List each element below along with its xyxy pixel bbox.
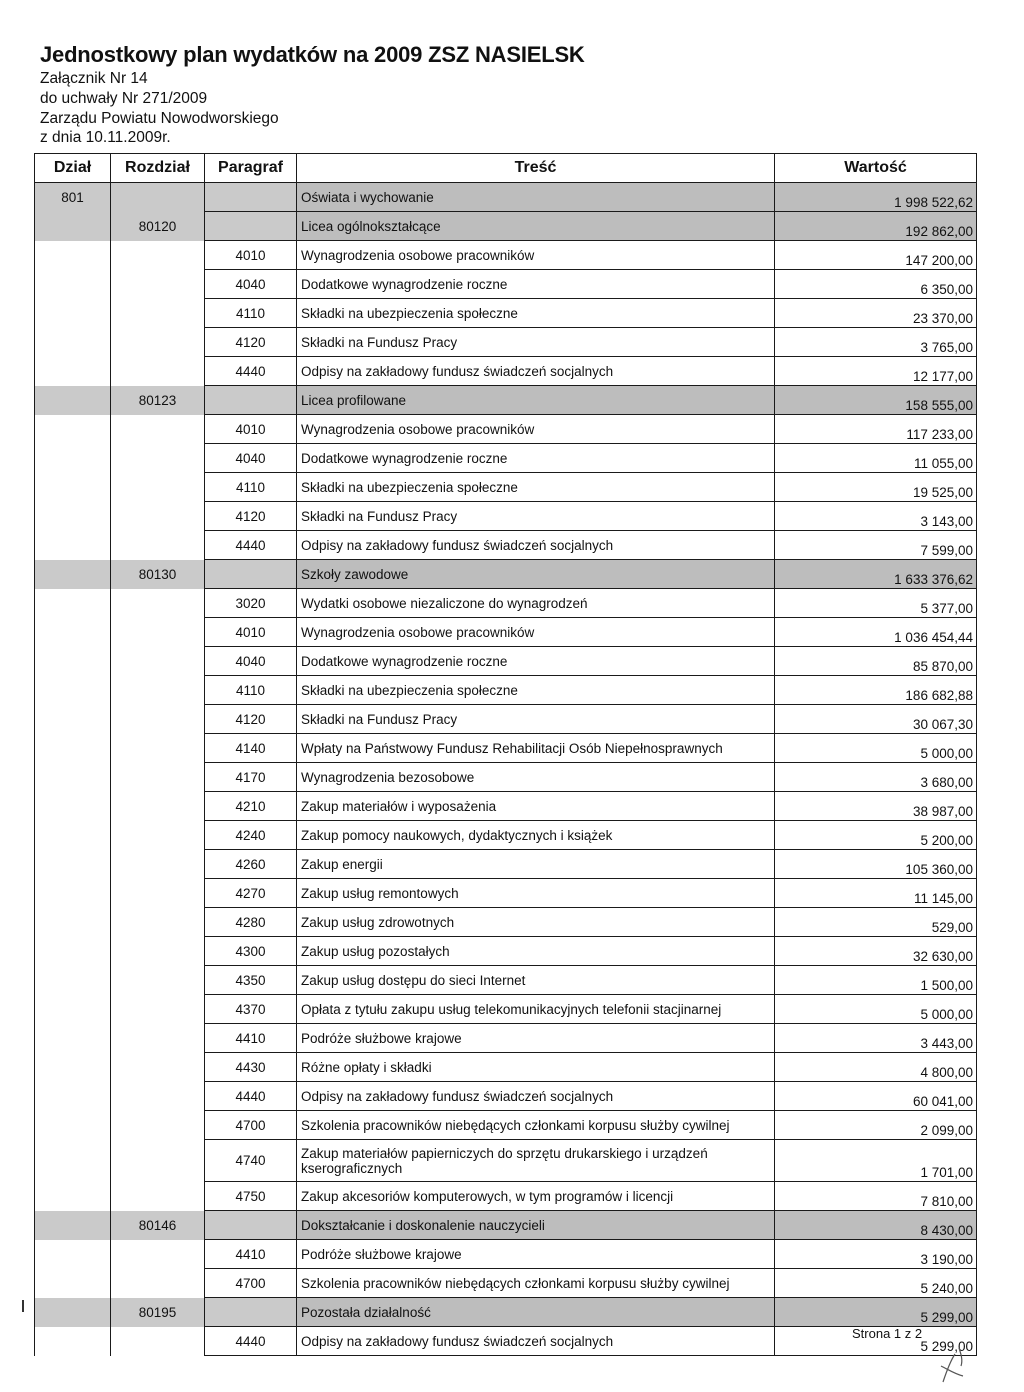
table-row bbox=[35, 937, 977, 966]
cell-tresc: Wynagrodzenia bezosobowe bbox=[297, 763, 775, 792]
cell-paragraf: 4010 bbox=[205, 241, 297, 270]
cell-wartosc: 7 810,00 bbox=[775, 1182, 977, 1211]
table-row bbox=[35, 676, 977, 705]
table-row bbox=[35, 792, 977, 821]
cell-dzial bbox=[35, 357, 111, 386]
cell-paragraf: 4040 bbox=[205, 444, 297, 473]
cell-tresc: Wynagrodzenia osobowe pracowników bbox=[297, 415, 775, 444]
cell-wartosc: 5 377,00 bbox=[775, 589, 977, 618]
cell-rozdzial: 80123 bbox=[111, 386, 205, 415]
page-number: Strona 1 z 2 bbox=[852, 1326, 923, 1341]
section-row bbox=[35, 212, 977, 241]
cell-dzial: 801 bbox=[35, 183, 111, 212]
cell-dzial bbox=[35, 763, 111, 792]
cell-dzial bbox=[35, 734, 111, 763]
cell-paragraf: 4040 bbox=[205, 270, 297, 299]
table-row bbox=[35, 1269, 977, 1298]
cell-rozdzial bbox=[111, 531, 205, 560]
cell-paragraf bbox=[205, 183, 297, 212]
section-row bbox=[35, 1211, 977, 1240]
cell-tresc: Zakup usług zdrowotnych bbox=[297, 908, 775, 937]
cell-paragraf: 4140 bbox=[205, 734, 297, 763]
cell-tresc: Składki na Fundusz Pracy bbox=[297, 502, 775, 531]
cell-rozdzial bbox=[111, 995, 205, 1024]
cell-wartosc: 11 055,00 bbox=[775, 444, 977, 473]
table-row bbox=[35, 1327, 977, 1356]
column-header-dzial: Dział bbox=[35, 154, 111, 183]
cell-paragraf bbox=[205, 1211, 297, 1240]
cell-paragraf: 4740 bbox=[205, 1140, 297, 1182]
board-name: Zarządu Powiatu Nowodworskiego bbox=[40, 110, 279, 127]
cell-rozdzial: 80120 bbox=[111, 212, 205, 241]
cell-paragraf: 4700 bbox=[205, 1269, 297, 1298]
cell-tresc: Dokształcanie i doskonalenie nauczycieli bbox=[297, 1211, 775, 1240]
column-header-paragraf: Paragraf bbox=[205, 154, 297, 183]
cell-wartosc: 5 200,00 bbox=[775, 821, 977, 850]
cell-dzial bbox=[35, 1024, 111, 1053]
cell-paragraf: 4440 bbox=[205, 357, 297, 386]
cell-rozdzial: 80146 bbox=[111, 1211, 205, 1240]
cell-rozdzial bbox=[111, 1269, 205, 1298]
cell-dzial bbox=[35, 386, 111, 415]
table-row bbox=[35, 1053, 977, 1082]
cell-rozdzial bbox=[111, 270, 205, 299]
cell-tresc: Składki na ubezpieczenia społeczne bbox=[297, 676, 775, 705]
cell-rozdzial bbox=[111, 1140, 205, 1182]
cell-paragraf: 4120 bbox=[205, 328, 297, 357]
cell-wartosc: 38 987,00 bbox=[775, 792, 977, 821]
cell-wartosc: 23 370,00 bbox=[775, 299, 977, 328]
cell-wartosc: 1 633 376,62 bbox=[775, 560, 977, 589]
cell-wartosc: 192 862,00 bbox=[775, 212, 977, 241]
cell-paragraf: 4120 bbox=[205, 705, 297, 734]
cell-dzial bbox=[35, 995, 111, 1024]
cell-paragraf: 4300 bbox=[205, 937, 297, 966]
cell-rozdzial bbox=[111, 357, 205, 386]
cell-paragraf: 4170 bbox=[205, 763, 297, 792]
cell-rozdzial bbox=[111, 299, 205, 328]
cell-paragraf: 4240 bbox=[205, 821, 297, 850]
cell-wartosc: 12 177,00 bbox=[775, 357, 977, 386]
cell-rozdzial bbox=[111, 502, 205, 531]
cell-dzial bbox=[35, 821, 111, 850]
cell-rozdzial bbox=[111, 1327, 205, 1356]
section-row bbox=[35, 1298, 977, 1327]
cell-dzial bbox=[35, 415, 111, 444]
cell-rozdzial bbox=[111, 908, 205, 937]
cell-rozdzial bbox=[111, 850, 205, 879]
cell-wartosc: 3 190,00 bbox=[775, 1240, 977, 1269]
section-row bbox=[35, 183, 977, 212]
cell-dzial bbox=[35, 1211, 111, 1240]
cell-paragraf: 4280 bbox=[205, 908, 297, 937]
cell-paragraf: 4040 bbox=[205, 647, 297, 676]
cell-rozdzial bbox=[111, 734, 205, 763]
cell-rozdzial bbox=[111, 821, 205, 850]
table-row bbox=[35, 473, 977, 502]
cell-paragraf bbox=[205, 560, 297, 589]
table-body bbox=[35, 183, 977, 1356]
table-row bbox=[35, 1082, 977, 1111]
cell-tresc: Szkoły zawodowe bbox=[297, 560, 775, 589]
cell-wartosc: 6 350,00 bbox=[775, 270, 977, 299]
cell-tresc: Dodatkowe wynagrodzenie roczne bbox=[297, 270, 775, 299]
cell-tresc: Zakup usług remontowych bbox=[297, 879, 775, 908]
cell-wartosc: 60 041,00 bbox=[775, 1082, 977, 1111]
cell-dzial bbox=[35, 589, 111, 618]
cell-wartosc: 11 145,00 bbox=[775, 879, 977, 908]
cell-tresc: Zakup usług dostępu do sieci Internet bbox=[297, 966, 775, 995]
table-row bbox=[35, 821, 977, 850]
cell-wartosc: 1 998 522,62 bbox=[775, 183, 977, 212]
cell-dzial bbox=[35, 908, 111, 937]
cell-wartosc: 1 036 454,44 bbox=[775, 618, 977, 647]
document-date: z dnia 10.11.2009r. bbox=[40, 129, 171, 146]
cell-wartosc: 158 555,00 bbox=[775, 386, 977, 415]
cell-wartosc: 1 500,00 bbox=[775, 966, 977, 995]
cell-rozdzial bbox=[111, 705, 205, 734]
cell-tresc: Zakup materiałów papierniczych do sprzętu drukarskiego i urządzeń kserograficznych bbox=[297, 1140, 775, 1182]
cell-rozdzial bbox=[111, 1111, 205, 1140]
cell-dzial bbox=[35, 1082, 111, 1111]
cell-dzial bbox=[35, 241, 111, 270]
table-row bbox=[35, 1240, 977, 1269]
cell-rozdzial: 80195 bbox=[111, 1298, 205, 1327]
table-row bbox=[35, 415, 977, 444]
cell-rozdzial bbox=[111, 183, 205, 212]
cell-wartosc: 3 143,00 bbox=[775, 502, 977, 531]
table-header-row bbox=[35, 154, 977, 183]
cell-tresc: Składki na Fundusz Pracy bbox=[297, 328, 775, 357]
table-row bbox=[35, 531, 977, 560]
cell-wartosc: 4 800,00 bbox=[775, 1053, 977, 1082]
cell-wartosc: 105 360,00 bbox=[775, 850, 977, 879]
cell-paragraf bbox=[205, 1298, 297, 1327]
cell-wartosc: 3 680,00 bbox=[775, 763, 977, 792]
cell-paragraf: 4370 bbox=[205, 995, 297, 1024]
cell-tresc: Szkolenia pracowników niebędących członkami korpusu służby cywilnej bbox=[297, 1269, 775, 1298]
cell-dzial bbox=[35, 212, 111, 241]
cell-rozdzial bbox=[111, 1024, 205, 1053]
table-row bbox=[35, 328, 977, 357]
cell-rozdzial bbox=[111, 879, 205, 908]
cell-tresc: Licea ogólnokształcące bbox=[297, 212, 775, 241]
cell-tresc: Opłata z tytułu zakupu usług telekomunikacyjnych telefonii stacjinarnej bbox=[297, 995, 775, 1024]
cell-paragraf: 4750 bbox=[205, 1182, 297, 1211]
cell-dzial bbox=[35, 618, 111, 647]
cell-dzial bbox=[35, 1053, 111, 1082]
cell-paragraf: 4210 bbox=[205, 792, 297, 821]
cell-wartosc: 30 067,30 bbox=[775, 705, 977, 734]
cell-dzial bbox=[35, 560, 111, 589]
cell-wartosc: 32 630,00 bbox=[775, 937, 977, 966]
cell-paragraf: 4700 bbox=[205, 1111, 297, 1140]
cell-tresc: Pozostała działalność bbox=[297, 1298, 775, 1327]
table-row bbox=[35, 618, 977, 647]
cell-tresc: Podróże służbowe krajowe bbox=[297, 1024, 775, 1053]
cell-rozdzial bbox=[111, 444, 205, 473]
column-header-tresc: Treść bbox=[297, 154, 775, 183]
table-row bbox=[35, 1182, 977, 1211]
table-row bbox=[35, 966, 977, 995]
section-row bbox=[35, 386, 977, 415]
resolution-number: do uchwały Nr 271/2009 bbox=[40, 90, 208, 107]
cell-rozdzial bbox=[111, 647, 205, 676]
cell-tresc: Zakup energii bbox=[297, 850, 775, 879]
cell-dzial bbox=[35, 966, 111, 995]
cell-paragraf bbox=[205, 386, 297, 415]
cell-dzial bbox=[35, 444, 111, 473]
cell-rozdzial bbox=[111, 1082, 205, 1111]
cell-dzial bbox=[35, 328, 111, 357]
table-row bbox=[35, 444, 977, 473]
cell-dzial bbox=[35, 850, 111, 879]
cell-wartosc: 5 000,00 bbox=[775, 995, 977, 1024]
cell-rozdzial bbox=[111, 937, 205, 966]
cell-wartosc: 7 599,00 bbox=[775, 531, 977, 560]
cell-paragraf: 4010 bbox=[205, 618, 297, 647]
cell-dzial bbox=[35, 879, 111, 908]
cell-rozdzial bbox=[111, 589, 205, 618]
cell-tresc: Wpłaty na Państwowy Fundusz Rehabilitacji Osób Niepełnosprawnych bbox=[297, 734, 775, 763]
cell-rozdzial bbox=[111, 241, 205, 270]
section-row bbox=[35, 560, 977, 589]
cell-tresc: Dodatkowe wynagrodzenie roczne bbox=[297, 444, 775, 473]
cell-wartosc: 19 525,00 bbox=[775, 473, 977, 502]
table-row bbox=[35, 647, 977, 676]
cell-tresc: Oświata i wychowanie bbox=[297, 183, 775, 212]
column-header-wartosc: Wartość bbox=[775, 154, 977, 183]
cell-paragraf: 4270 bbox=[205, 879, 297, 908]
cell-dzial bbox=[35, 705, 111, 734]
cell-wartosc: 85 870,00 bbox=[775, 647, 977, 676]
cell-wartosc: 2 099,00 bbox=[775, 1111, 977, 1140]
table-row bbox=[35, 995, 977, 1024]
table-row bbox=[35, 763, 977, 792]
cell-rozdzial bbox=[111, 792, 205, 821]
table-row bbox=[35, 1024, 977, 1053]
cell-rozdzial bbox=[111, 1240, 205, 1269]
cell-tresc: Odpisy na zakładowy fundusz świadczeń socjalnych bbox=[297, 1327, 775, 1356]
cell-tresc: Wydatki osobowe niezaliczone do wynagrodzeń bbox=[297, 589, 775, 618]
cell-tresc: Wynagrodzenia osobowe pracowników bbox=[297, 241, 775, 270]
cell-paragraf: 4110 bbox=[205, 676, 297, 705]
cell-paragraf: 4410 bbox=[205, 1240, 297, 1269]
table-row bbox=[35, 502, 977, 531]
cell-paragraf: 4010 bbox=[205, 415, 297, 444]
cell-wartosc: 186 682,88 bbox=[775, 676, 977, 705]
cell-dzial bbox=[35, 676, 111, 705]
cell-wartosc: 3 765,00 bbox=[775, 328, 977, 357]
cell-wartosc: 529,00 bbox=[775, 908, 977, 937]
table-row bbox=[35, 241, 977, 270]
cell-paragraf: 4440 bbox=[205, 1327, 297, 1356]
table-row bbox=[35, 879, 977, 908]
cell-dzial bbox=[35, 473, 111, 502]
cell-tresc: Dodatkowe wynagrodzenie roczne bbox=[297, 647, 775, 676]
cell-paragraf: 4110 bbox=[205, 299, 297, 328]
cell-rozdzial bbox=[111, 618, 205, 647]
cell-dzial bbox=[35, 270, 111, 299]
cell-tresc: Zakup usług pozostałych bbox=[297, 937, 775, 966]
cell-dzial bbox=[35, 1298, 111, 1327]
cell-tresc: Zakup akcesoriów komputerowych, w tym programów i licencji bbox=[297, 1182, 775, 1211]
cell-tresc: Podróże służbowe krajowe bbox=[297, 1240, 775, 1269]
cell-dzial bbox=[35, 647, 111, 676]
cell-tresc: Zakup pomocy naukowych, dydaktycznych i książek bbox=[297, 821, 775, 850]
cell-wartosc: 5 299,00 bbox=[775, 1298, 977, 1327]
cell-dzial bbox=[35, 792, 111, 821]
margin-rule bbox=[22, 1300, 24, 1312]
cell-dzial bbox=[35, 502, 111, 531]
cell-dzial bbox=[35, 1140, 111, 1182]
cell-rozdzial bbox=[111, 966, 205, 995]
cell-wartosc: 5 000,00 bbox=[775, 734, 977, 763]
cell-dzial bbox=[35, 1269, 111, 1298]
cell-tresc: Składki na ubezpieczenia społeczne bbox=[297, 299, 775, 328]
cell-rozdzial bbox=[111, 415, 205, 444]
cell-wartosc: 3 443,00 bbox=[775, 1024, 977, 1053]
cell-tresc: Odpisy na zakładowy fundusz świadczeń socjalnych bbox=[297, 1082, 775, 1111]
cell-wartosc: 117 233,00 bbox=[775, 415, 977, 444]
cell-dzial bbox=[35, 1240, 111, 1269]
handwritten-mark bbox=[925, 1340, 995, 1390]
cell-dzial bbox=[35, 1111, 111, 1140]
cell-paragraf bbox=[205, 212, 297, 241]
attachment-number: Załącznik Nr 14 bbox=[40, 70, 148, 87]
cell-paragraf: 4350 bbox=[205, 966, 297, 995]
table-row bbox=[35, 850, 977, 879]
cell-paragraf: 4120 bbox=[205, 502, 297, 531]
cell-rozdzial bbox=[111, 1053, 205, 1082]
cell-tresc: Licea profilowane bbox=[297, 386, 775, 415]
column-header-rozdzial: Rozdział bbox=[111, 154, 205, 183]
cell-tresc: Zakup materiałów i wyposażenia bbox=[297, 792, 775, 821]
cell-tresc: Odpisy na zakładowy fundusz świadczeń socjalnych bbox=[297, 531, 775, 560]
cell-dzial bbox=[35, 1182, 111, 1211]
cell-dzial bbox=[35, 937, 111, 966]
cell-tresc: Odpisy na zakładowy fundusz świadczeń socjalnych bbox=[297, 357, 775, 386]
table-row bbox=[35, 589, 977, 618]
table-row bbox=[35, 908, 977, 937]
cell-paragraf: 4410 bbox=[205, 1024, 297, 1053]
table-row bbox=[35, 357, 977, 386]
page-title: Jednostkowy plan wydatków na 2009 ZSZ NASIELSK bbox=[40, 42, 585, 67]
table-row bbox=[35, 705, 977, 734]
cell-dzial bbox=[35, 531, 111, 560]
cell-paragraf: 3020 bbox=[205, 589, 297, 618]
cell-tresc: Składki na ubezpieczenia społeczne bbox=[297, 473, 775, 502]
cell-rozdzial bbox=[111, 473, 205, 502]
table-row bbox=[35, 299, 977, 328]
cell-paragraf: 4260 bbox=[205, 850, 297, 879]
cell-wartosc: 1 701,00 bbox=[775, 1140, 977, 1182]
table-row bbox=[35, 270, 977, 299]
cell-tresc: Szkolenia pracowników niebędących członkami korpusu służby cywilnej bbox=[297, 1111, 775, 1140]
cell-rozdzial: 80130 bbox=[111, 560, 205, 589]
cell-tresc: Składki na Fundusz Pracy bbox=[297, 705, 775, 734]
cell-rozdzial bbox=[111, 1182, 205, 1211]
cell-tresc: Wynagrodzenia osobowe pracowników bbox=[297, 618, 775, 647]
expense-table bbox=[34, 153, 977, 1356]
table-row bbox=[35, 734, 977, 763]
cell-wartosc: 8 430,00 bbox=[775, 1211, 977, 1240]
cell-paragraf: 4440 bbox=[205, 531, 297, 560]
cell-paragraf: 4440 bbox=[205, 1082, 297, 1111]
table-row bbox=[35, 1111, 977, 1140]
cell-dzial bbox=[35, 299, 111, 328]
cell-paragraf: 4110 bbox=[205, 473, 297, 502]
table-row bbox=[35, 1140, 977, 1182]
cell-wartosc: 5 299,00 bbox=[775, 1327, 977, 1356]
cell-rozdzial bbox=[111, 328, 205, 357]
cell-rozdzial bbox=[111, 763, 205, 792]
cell-paragraf: 4430 bbox=[205, 1053, 297, 1082]
cell-wartosc: 147 200,00 bbox=[775, 241, 977, 270]
cell-rozdzial bbox=[111, 676, 205, 705]
cell-wartosc: 5 240,00 bbox=[775, 1269, 977, 1298]
cell-tresc: Różne opłaty i składki bbox=[297, 1053, 775, 1082]
cell-dzial bbox=[35, 1327, 111, 1356]
